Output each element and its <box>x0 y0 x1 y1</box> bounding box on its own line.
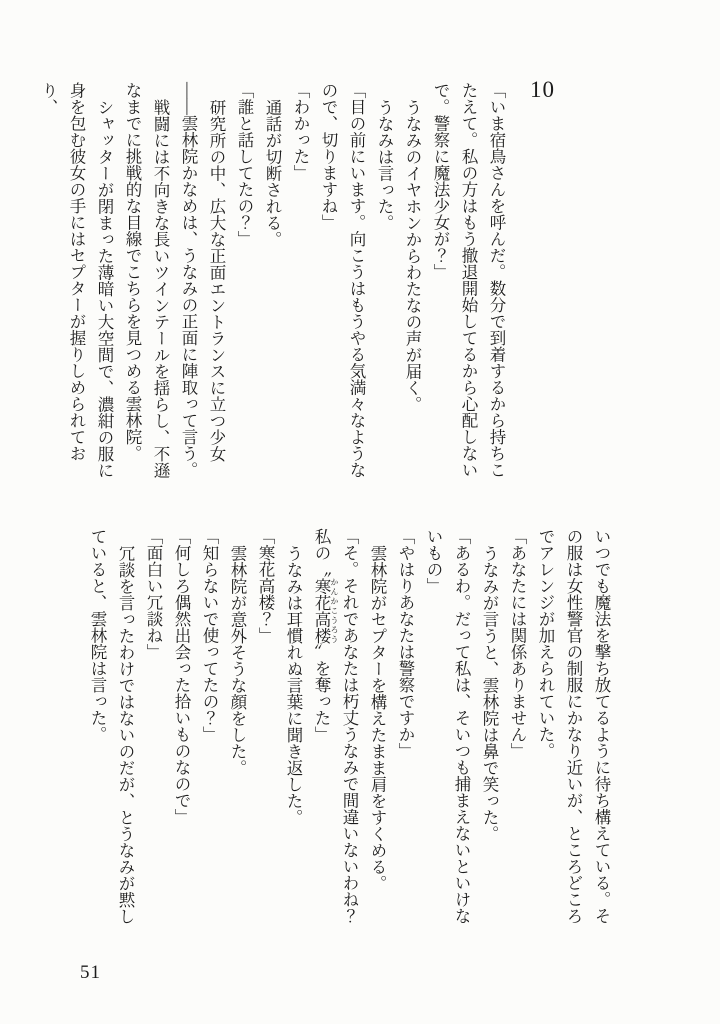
paragraph: うなみが言うと、雲林院は鼻で笑った。 <box>480 544 499 842</box>
paragraph: 「何しろ偶然出会った拾いものなので」 <box>172 528 191 825</box>
paragraph: 雲林院がセプターを構えたまま肩をすくめる。 <box>368 544 387 891</box>
paragraph: 通話が切断される。 <box>263 98 282 247</box>
paragraph: いつでも魔法を撃ち放てるように待ち構えている。その服は女性警官の制服にかなり近いが、ところどころでアレンジが加えられていた。 <box>536 528 611 924</box>
paragraph: 戦闘には不向きな長いツインテールを揺らし、不遜なまでに挑戦的な目線でこちらを見つめる雲林院。 <box>123 82 170 478</box>
top-text-block <box>34 82 510 482</box>
page-number: 51 <box>80 962 101 983</box>
paragraph: 研究所の中、広大な正面エントランスに立つ少女――雲林院かなめは、うなみの正面に陣取って言う。 <box>179 82 226 478</box>
ruby-annotated-term: 寒花高楼 かんかこうろう <box>312 577 339 644</box>
paragraph: 「わかった」 <box>291 82 310 181</box>
paragraph: 「目の前にいます。向こうはもうやる気満々なようなので、切りますね」 <box>319 82 366 478</box>
paragraph: 「あるわ。だって私は、そいつも捕まえないといけないもの」 <box>424 528 471 924</box>
paragraph: 「そ。それであなたは朽丈うなみで間違いないわね？私の〝寒花高楼 かんかこうろう〟を奪った」 <box>312 528 359 924</box>
paragraph: シャッターが閉まった薄暗い大空間で、濃紺の服に身を包む彼女の手にはセプターが握りしめられており、 <box>39 82 114 478</box>
bottom-text-block <box>83 528 615 936</box>
paragraph: 「面白い冗談ね」 <box>144 528 163 660</box>
paragraph: 「やはりあなたは警察ですか」 <box>396 528 415 759</box>
paragraph: うなみは耳慣れぬ言葉に聞き返した。 <box>284 544 303 825</box>
paragraph: 「知らないで使ってたの？」 <box>200 528 219 743</box>
paragraph: うなみのイヤホンからわたなの声が届く。 <box>403 98 422 412</box>
paragraph: うなみは言った。 <box>375 98 394 231</box>
paragraph: 「あなたには関係ありません」 <box>508 528 527 759</box>
paragraph: 「誰と話してたの？」 <box>235 82 254 247</box>
paragraph: 「いま宿鳥さんを呼んだ。数分で到着するから持ちこたえて。私の方はもう撤退開始してるから心配しないで。警察に魔法少女が？」 <box>431 82 506 478</box>
paragraph: 「寒花高楼？」 <box>256 528 275 644</box>
paragraph: 冗談を言ったわけではないのだが、とうなみが黙していると、雲林院は言った。 <box>88 528 135 924</box>
paragraph: 雲林院が意外そうな顔をした。 <box>228 544 247 776</box>
section-number: 10 <box>530 77 555 102</box>
